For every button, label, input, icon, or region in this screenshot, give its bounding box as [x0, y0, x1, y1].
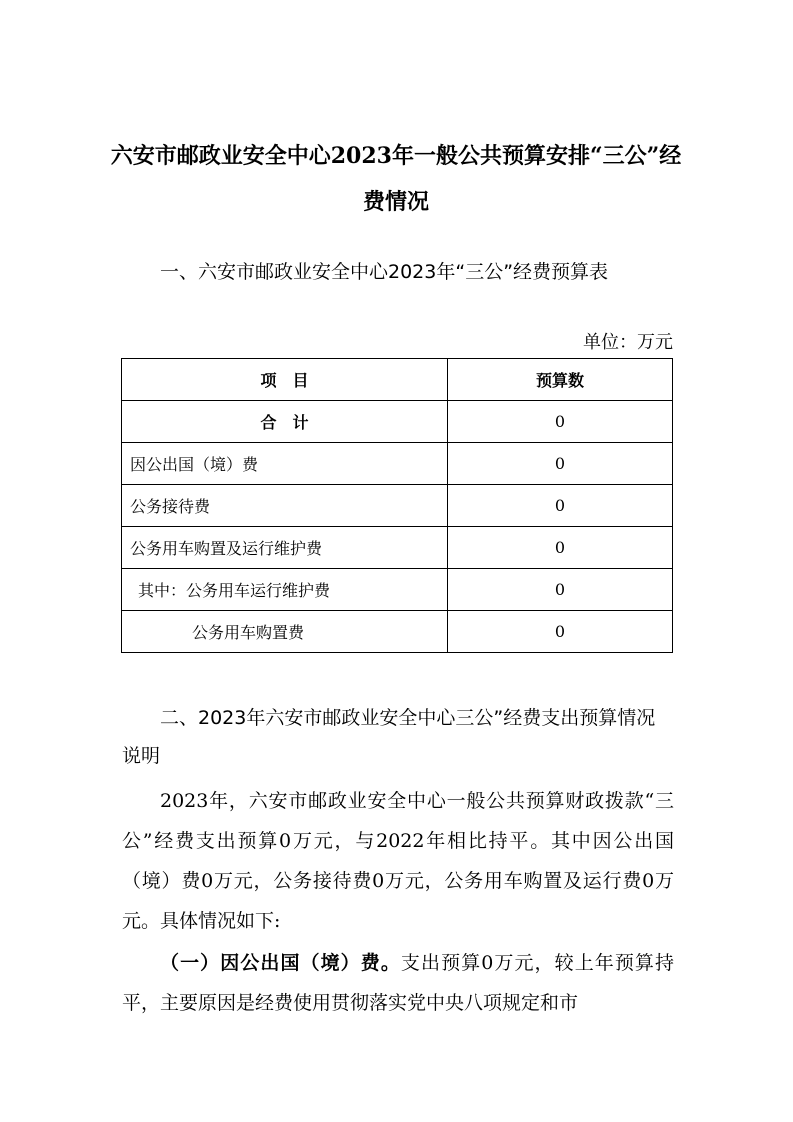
table-header-row — [122, 359, 673, 401]
row-value: 0 — [448, 527, 673, 569]
row-value: 0 — [448, 611, 673, 653]
row-item: 公务用车购置及运行维护费 — [122, 527, 448, 569]
paragraph-body: 支出预算0万元，较上年预算持平，主要原因是经费使用贯彻落实党中央八项规定和市 — [122, 952, 674, 1014]
table-row — [122, 485, 673, 527]
header-budget: 预算数 — [448, 359, 673, 401]
unit-label: 单位：万元 — [583, 332, 673, 353]
budget-table — [121, 358, 673, 653]
row-value: 0 — [448, 443, 673, 485]
table-row — [122, 443, 673, 485]
section-heading-budget-table: 一、六安市邮政业安全中心2023年“三公”经费预算表 — [160, 261, 609, 283]
row-item: 因公出国（境）费 — [122, 443, 448, 485]
paragraph-summary: 2023年，六安市邮政业安全中心一般公共预算财政拨款“三公”经费支出预算0万元，与2022年相比持平。其中因公出国（境）费0万元，公务接待费0万元，公务用车购置及运行费0万元。具体情况如下: — [122, 790, 674, 932]
table-row — [122, 611, 673, 653]
header-item: 项 目 — [122, 359, 448, 401]
row-item: 公务接待费 — [122, 485, 448, 527]
table-row — [122, 569, 673, 611]
row-value: 0 — [448, 569, 673, 611]
row-value: 0 — [448, 485, 673, 527]
row-item: 其中：公务用车运行维护费 — [122, 569, 448, 611]
row-value: 0 — [448, 401, 673, 443]
section-heading-explanation: 二、2023年六安市邮政业安全中心三公”经费支出预算情况说明 — [122, 707, 656, 767]
document-title: 六安市邮政业安全中心2023年一般公共预算安排“三公”经费情况 — [110, 143, 682, 215]
paragraph-overseas-travel — [122, 943, 674, 1023]
row-item: 合 计 — [122, 401, 448, 443]
table-row — [122, 401, 673, 443]
paragraph-lead: （一）因公出国（境）费。 — [160, 952, 401, 974]
row-item: 公务用车购置费 — [122, 611, 448, 653]
table-row — [122, 527, 673, 569]
